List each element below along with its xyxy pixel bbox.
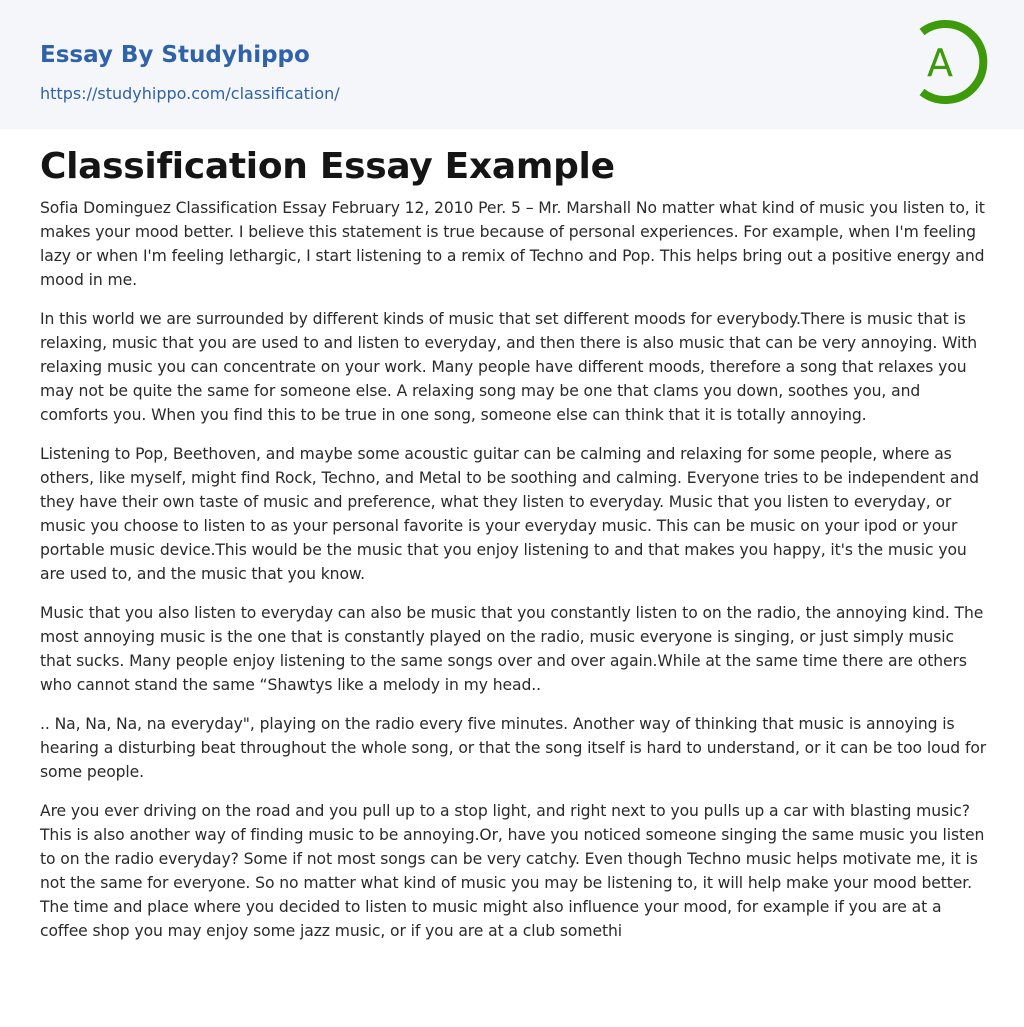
logo-letter: A xyxy=(927,41,953,85)
essay-paragraph: Sofia Dominguez Classification Essay February 12, 2010 Per. 5 – Mr. Marshall No matter what kind of music you listen to, it makes your mood better. I believe this statement is true because of personal experiences. For example, when I'm feeling lazy or when I'm feeling lethargic, I start listening to a remix of Techno and Pop. This helps bring out a positive energy and mood in me. xyxy=(40,199,985,289)
essay-paragraph: Music that you also listen to everyday can also be music that you constantly listen to on the radio, the annoying kind. The most annoying music is the one that is constantly played on the radio, music everyone is singing, or just simply music that sucks. Many people enjoy listening to the same songs over and over again.While at the same time there are others who cannot stand the same “Shawtys like a melody in my head.. xyxy=(40,604,984,694)
page-url-link[interactable]: https://studyhippo.com/classification/ xyxy=(40,84,340,103)
essay-paragraph: Are you ever driving on the road and you pull up to a stop light, and right next to you pulls up a car with blasting music? This is also another way of finding music to be annoying.Or, have you noticed someone singing the same music you listen to on the radio everyday? Some if not most songs can be very catchy. Even though Techno music helps motivate me, it is not the same for everyone. So no matter what kind of music you may be listening to, it will help make your mood better. The time and place where you decided to listen to music might also influence your mood, for example if you are at a coffee shop you may enjoy some jazz music, or if you are at a club somethi xyxy=(40,802,985,940)
studyhippo-logo-icon[interactable] xyxy=(912,18,988,106)
page-title: Classification Essay Example xyxy=(40,146,615,187)
essay-body xyxy=(40,196,990,958)
essay-paragraph: .. Na, Na, Na, na everyday", playing on the radio every five minutes. Another way of thinking that music is annoying is hearing a disturbing beat throughout the whole song, or that the song itself is hard to understand, or it can be too loud for some people. xyxy=(40,715,987,781)
essay-paragraph: In this world we are surrounded by different kinds of music that set different moods for everybody.There is music that is relaxing, music that you are used to and listen to everyday, and then there is also music that can be very annoying. With relaxing music you can concentrate on your work. Many people have different moods, therefore a song that relaxes you may not be quite the same for someone else. A relaxing song may be one that clams you down, soothes you, and comforts you. When you find this to be true in one song, someone else can think that it is totally annoying. xyxy=(40,310,978,424)
essay-paragraph: Listening to Pop, Beethoven, and maybe some acoustic guitar can be calming and relaxing for some people, where as others, like myself, might find Rock, Techno, and Metal to be soothing and calming. Everyone tries to be independent and they have their own taste of music and preference, what they listen to everyday. Music that you listen to everyday, or music you choose to listen to as your personal favorite is your everyday music. This can be music on your ipod or your portable music device.This would be the music that you enjoy listening to and that makes you happy, it's the music you are used to, and the music that you know. xyxy=(40,445,979,583)
brand-title[interactable]: Essay By Studyhippo xyxy=(40,42,310,68)
site-header xyxy=(0,0,1024,129)
